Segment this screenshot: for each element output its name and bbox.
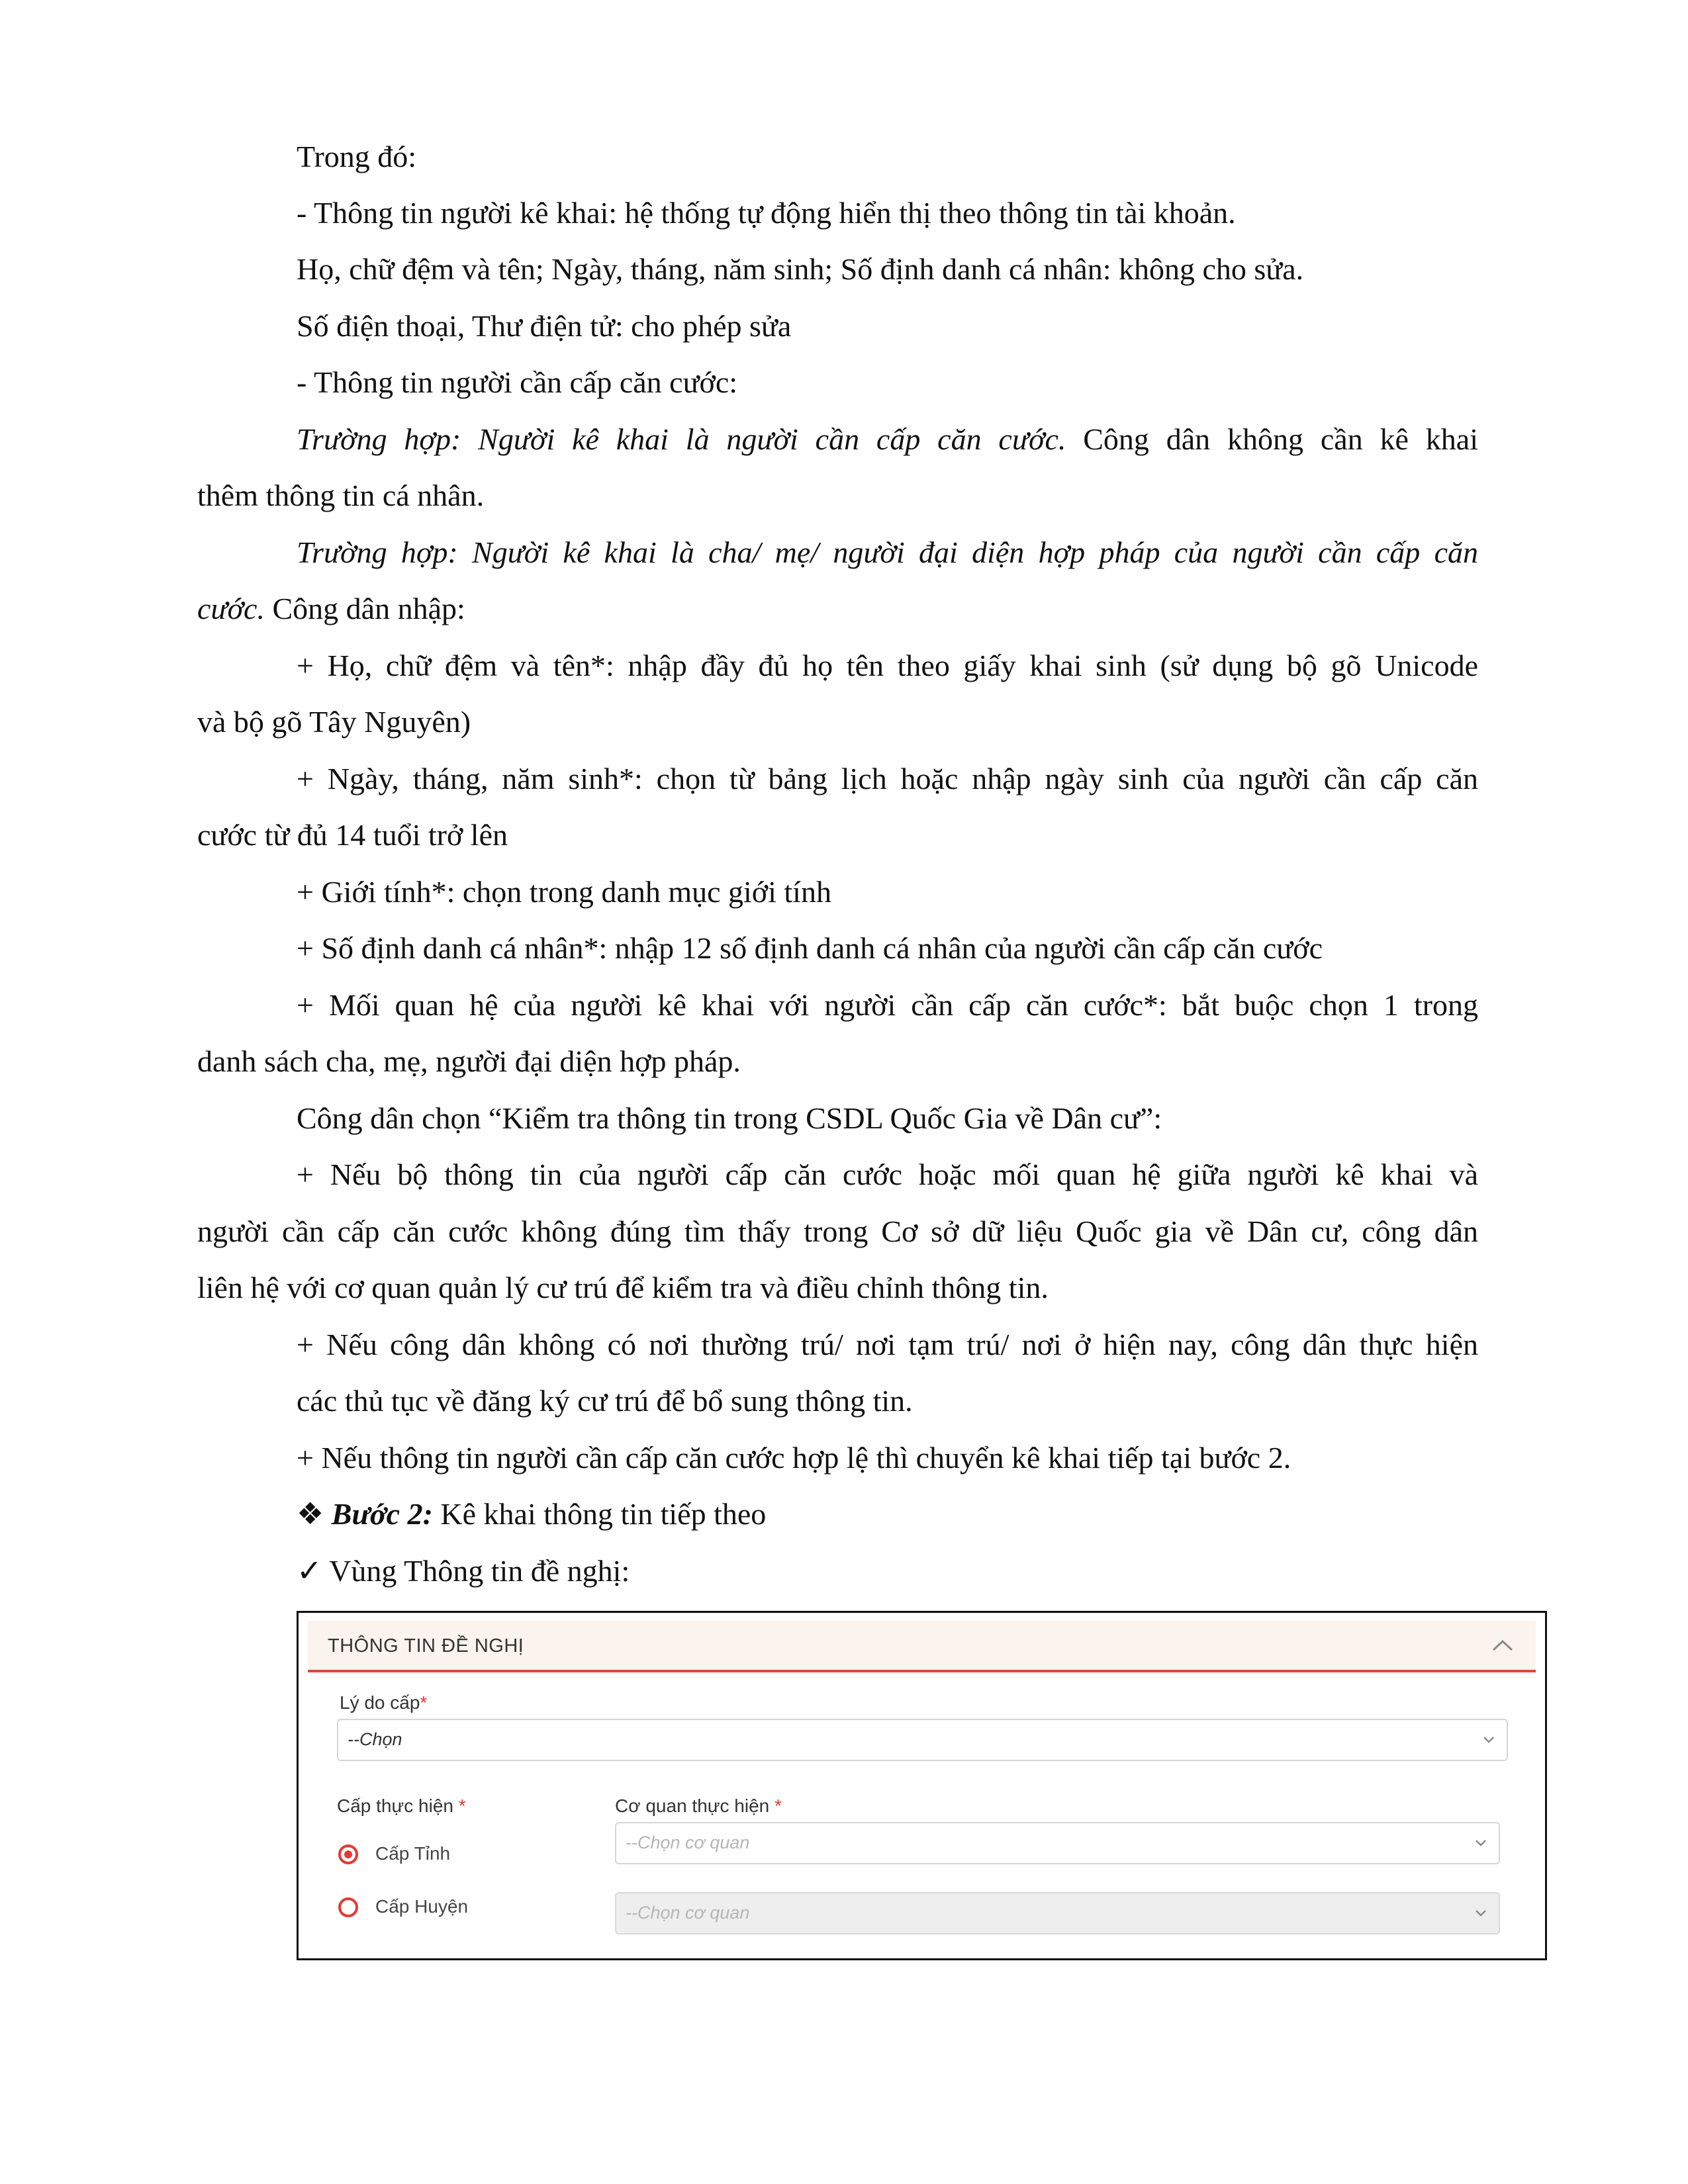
reason-label: Lý do cấp*	[340, 1692, 428, 1713]
text-line: + Họ, chữ đệm và tên*: nhập đầy đủ họ tên theo giấy khai sinh (sử dụng bộ gõ Unicode	[297, 649, 1478, 682]
diamond-bullet-icon: ❖	[297, 1497, 324, 1531]
section-heading	[297, 1551, 630, 1591]
agency-select-placeholder: --Chọn cơ quan	[626, 1833, 750, 1852]
required-asterisk: *	[420, 1692, 428, 1713]
reason-select-value: --Chọn	[348, 1729, 402, 1749]
text-line: và bộ gõ Tây Nguyên)	[197, 705, 471, 739]
text-line: + Số định danh cá nhân*: nhập 12 số định danh cá nhân của người cần cấp căn cước	[297, 931, 1323, 965]
step-text: Kê khai thông tin tiếp theo	[432, 1497, 767, 1531]
text-line: + Nếu công dân không có nơi thường trú/ nơi tạm trú/ nơi ở hiện nay, công dân thực hiện	[297, 1328, 1478, 1361]
radio-province-label[interactable]: Cấp Tỉnh	[375, 1843, 451, 1864]
step-heading	[297, 1494, 766, 1534]
radio-province[interactable]	[338, 1844, 358, 1864]
text-line: người cần cấp căn cước không đúng tìm thấy trong Cơ sở dữ liệu Quốc gia về Dân cư, công dân	[197, 1214, 1478, 1248]
agency-select-disabled	[615, 1892, 1500, 1934]
required-asterisk: *	[774, 1796, 782, 1816]
case-text: Công dân nhập:	[264, 592, 465, 625]
text-line: + Ngày, tháng, năm sinh*: chọn từ bảng lịch hoặc nhập ngày sinh của người cần cấp căn	[297, 762, 1478, 796]
required-asterisk: *	[458, 1796, 466, 1816]
text-line: Trong đó:	[297, 140, 417, 173]
radio-district[interactable]	[338, 1897, 358, 1917]
paragraph-line	[297, 420, 1478, 459]
text-line: liên hệ với cơ quan quản lý cư trú để kiểm tra và điều chỉnh thông tin.	[197, 1271, 1049, 1304]
agency-label: Cơ quan thực hiện *	[615, 1796, 782, 1816]
request-info-panel	[297, 1611, 1547, 1960]
text-line: Công dân chọn “Kiểm tra thông tin trong CSDL Quốc Gia về Dân cư”:	[297, 1101, 1162, 1135]
reason-select[interactable]	[337, 1719, 1508, 1761]
radio-district-label[interactable]: Cấp Huyện	[375, 1896, 469, 1917]
case-heading-end: cước.	[197, 592, 265, 625]
step-label: Bước 2:	[331, 1497, 433, 1531]
text-line: thêm thông tin cá nhân.	[197, 478, 485, 512]
panel-header[interactable]	[308, 1621, 1536, 1672]
text-line: + Giới tính*: chọn trong danh mục giới tính	[297, 875, 831, 909]
level-label: Cấp thực hiện *	[337, 1796, 466, 1816]
checkmark-icon: ✓	[297, 1554, 322, 1588]
chevron-down-icon	[1472, 1834, 1489, 1851]
text-line: Số điện thoại, Thư điện tử: cho phép sửa	[297, 309, 792, 343]
agency-select[interactable]	[615, 1822, 1500, 1864]
paragraph-line	[197, 589, 465, 629]
text-line: các thủ tục về đăng ký cư trú để bổ sung thông tin.	[297, 1384, 913, 1418]
text-line: + Nếu bộ thông tin của người cấp căn cước hoặc mối quan hệ giữa người kê khai và	[297, 1158, 1478, 1191]
text-line: + Nếu thông tin người cần cấp căn cước hợp lệ thì chuyển kê khai tiếp tại bước 2.	[297, 1441, 1291, 1475]
text-line: + Mối quan hệ của người kê khai với người cần cấp căn cước*: bắt buộc chọn 1 trong	[297, 988, 1478, 1022]
chevron-up-icon[interactable]	[1489, 1634, 1516, 1657]
text-line: - Thông tin người cần cấp căn cước:	[297, 365, 738, 399]
text-line: danh sách cha, mẹ, người đại diện hợp pháp.	[197, 1044, 741, 1078]
chevron-down-icon	[1480, 1731, 1497, 1748]
section-text: Vùng Thông tin đề nghị:	[322, 1554, 630, 1588]
panel-title: THÔNG TIN ĐỀ NGHỊ	[328, 1635, 524, 1657]
text-line: cước từ đủ 14 tuổi trở lên	[197, 818, 508, 852]
agency-select-placeholder: --Chọn cơ quan	[626, 1903, 750, 1923]
case-text: Công dân không cần kê khai	[1066, 422, 1478, 456]
chevron-down-icon	[1472, 1904, 1489, 1921]
case-heading: Trường hợp: Người kê khai là người cần cấp căn cước.	[297, 422, 1066, 456]
text-line: Họ, chữ đệm và tên; Ngày, tháng, năm sinh; Số định danh cá nhân: không cho sửa.	[297, 252, 1304, 286]
text-line: - Thông tin người kê khai: hệ thống tự động hiển thị theo thông tin tài khoản.	[297, 196, 1236, 230]
case-heading: Trường hợp: Người kê khai là cha/ mẹ/ người đại diện hợp pháp của người cần cấp căn	[297, 535, 1478, 569]
